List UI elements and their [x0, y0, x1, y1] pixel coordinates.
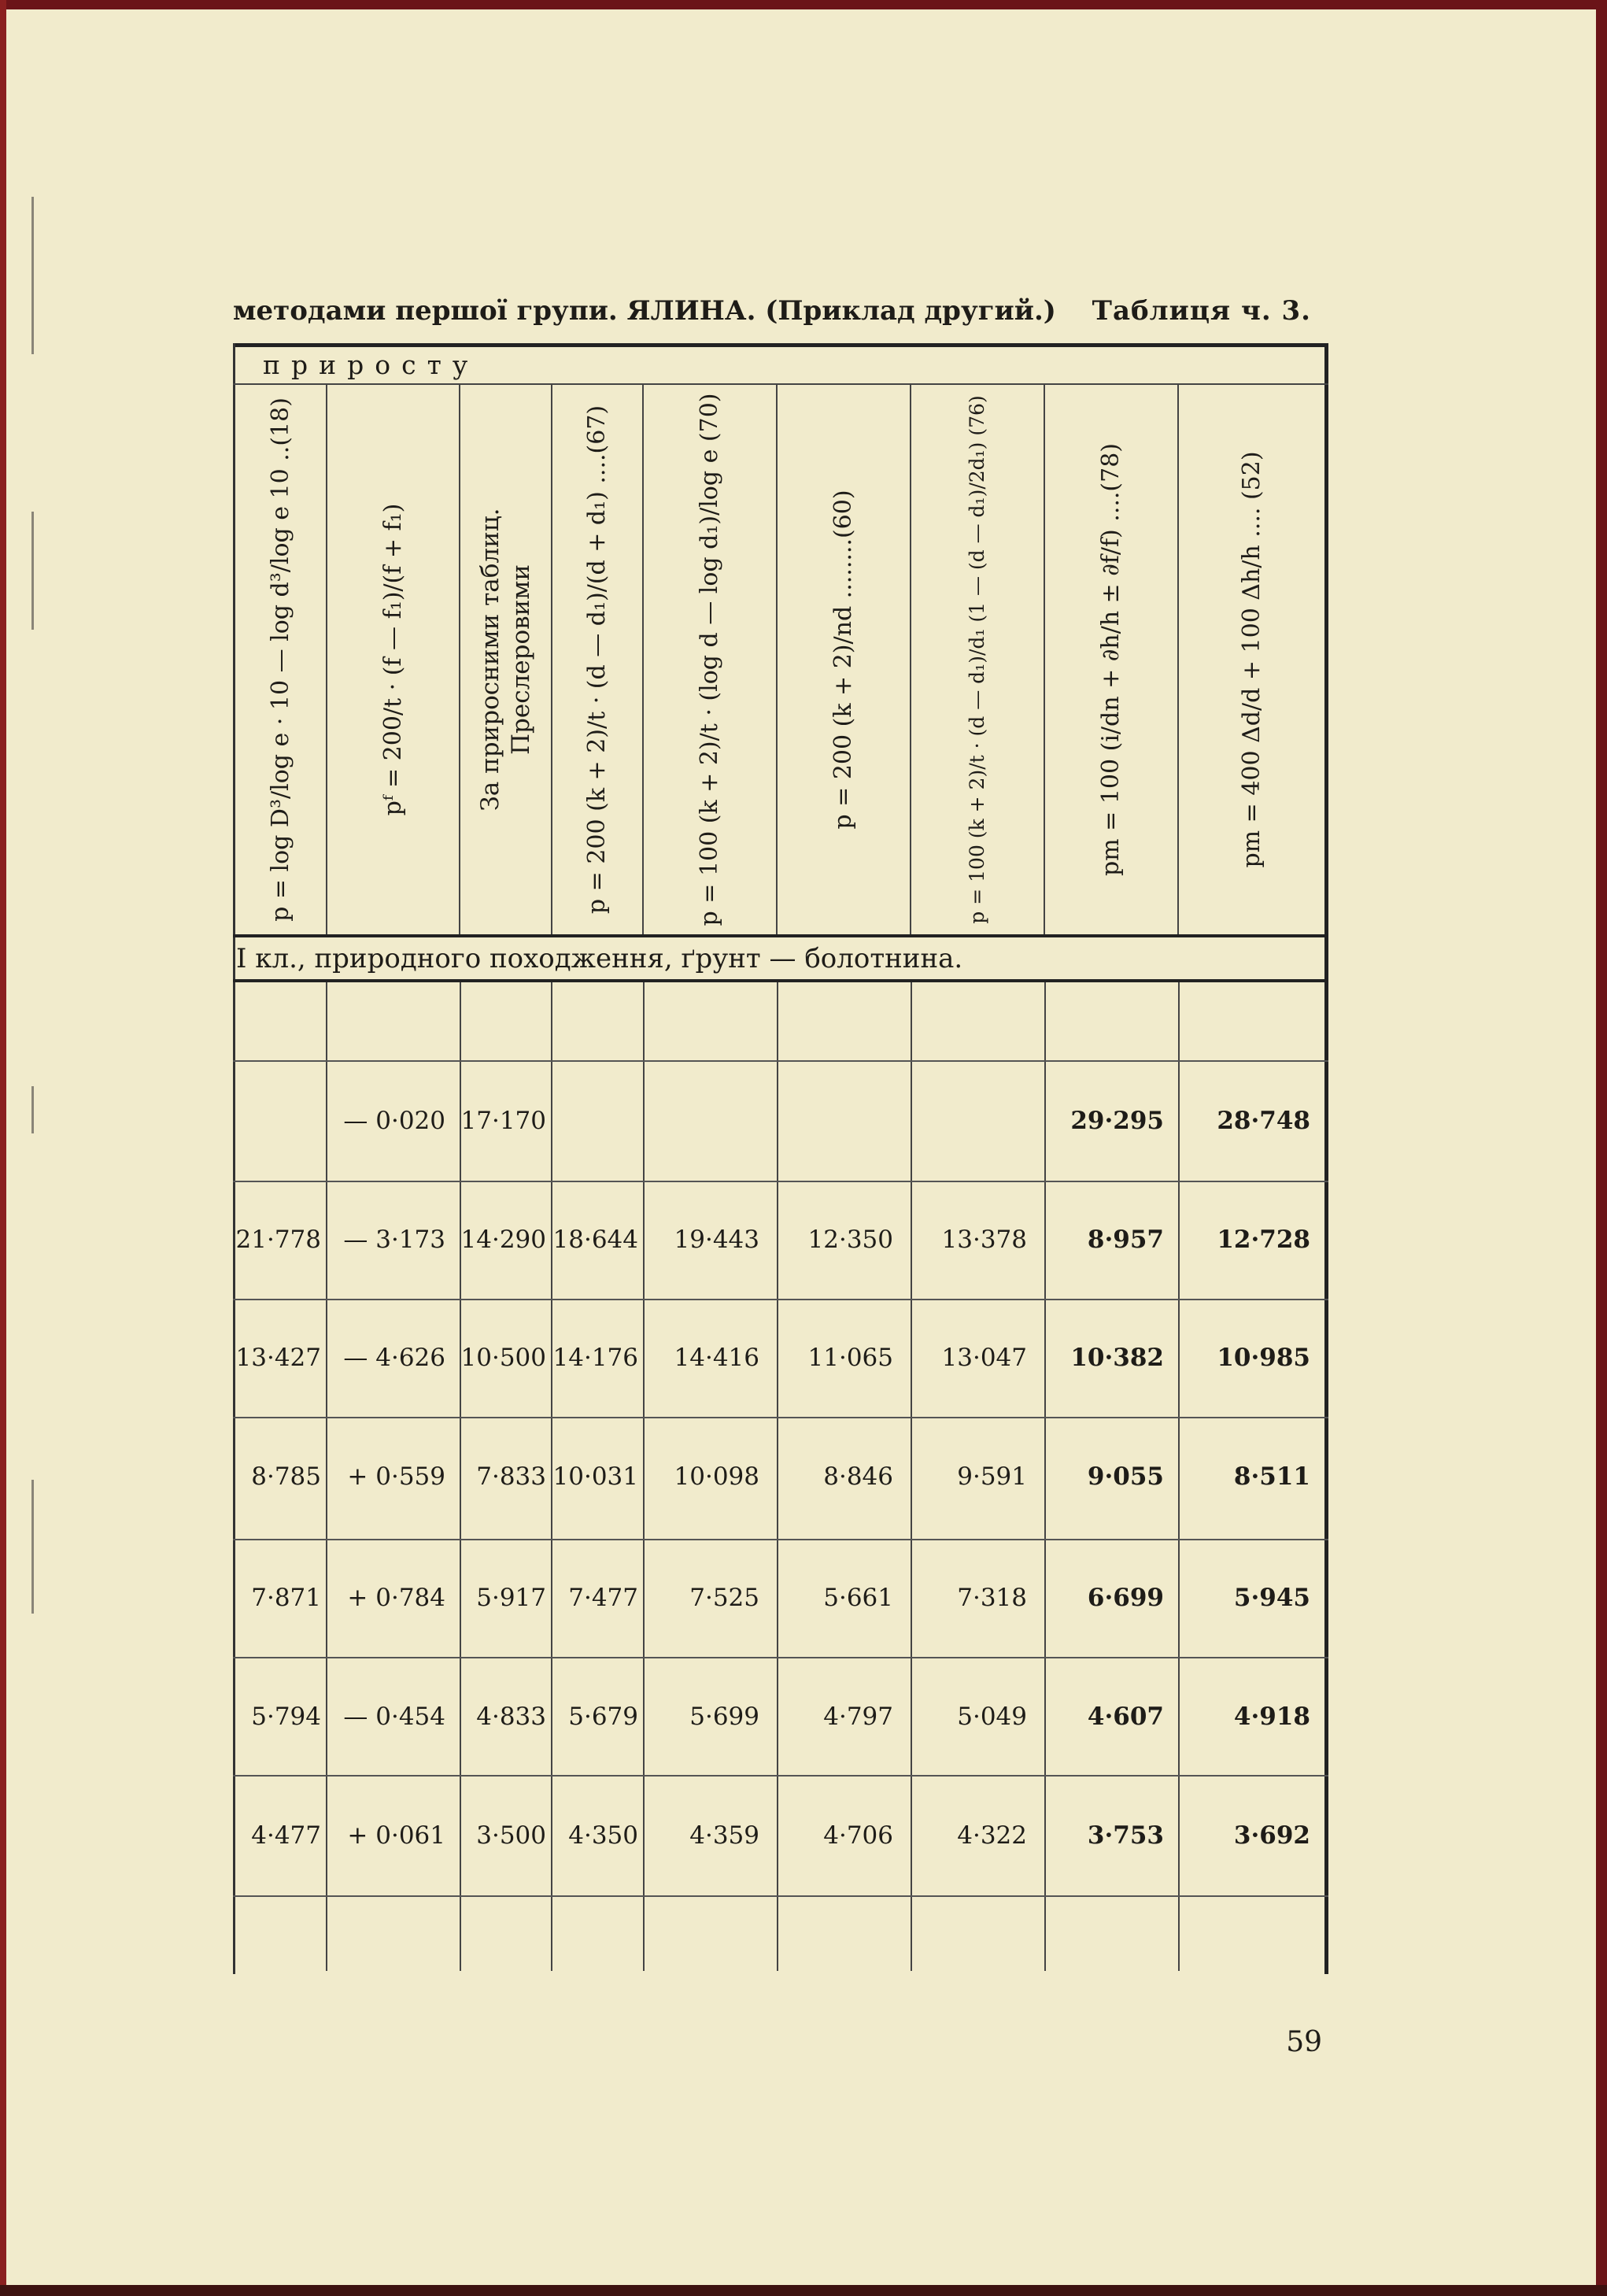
formula-col-2 [327, 385, 460, 934]
table-cell: 29·295 [1070, 1107, 1164, 1135]
header-right: Таблиця ч. 3. [1092, 295, 1311, 327]
table-cell: 5·917 [476, 1584, 546, 1612]
table-cell: — 4·626 [343, 1344, 445, 1372]
row-divider [233, 1417, 1328, 1418]
formula-col-9 [1179, 385, 1324, 934]
table-cell: 19·443 [674, 1226, 759, 1254]
row-divider [233, 1539, 1328, 1540]
table-cell: 12·350 [807, 1226, 893, 1254]
table-cell: 4·706 [823, 1821, 893, 1850]
row-divider [233, 1060, 1328, 1062]
table-cell: 10·500 [460, 1344, 546, 1372]
table-cell: 8·785 [251, 1462, 321, 1491]
table-cell: 13·427 [235, 1344, 321, 1372]
formula-text: p = 100 (k + 2)/t · (log d — log d₁)/log e (70) [696, 393, 724, 926]
row-divider [233, 1181, 1328, 1182]
formula-text: p = 100 (k + 2)/t · (d — d₁)/d₁ (1 — (d — d₁)/2d₁) (76) [966, 395, 989, 924]
row-divider [233, 1299, 1328, 1300]
formula-text: pᶠ = 200/t · (f — f₁)/(f + f₁) [379, 503, 407, 816]
table-cell: + 0·784 [347, 1584, 445, 1612]
table-cell: — 0·454 [343, 1703, 445, 1731]
table-frame-right [1324, 343, 1328, 1974]
formula-text: pm = 400 Δd/d + 100 Δh/h .... (52) [1237, 451, 1265, 868]
table-cell: 12·728 [1217, 1226, 1310, 1254]
table-cell: 3·500 [476, 1821, 546, 1850]
table-cell: 7·871 [251, 1584, 321, 1612]
table-cell: 4·350 [568, 1821, 638, 1850]
table-cell: 9·055 [1087, 1462, 1164, 1491]
page-edge-bottom [0, 2285, 1607, 2296]
gutter-mark [31, 1086, 34, 1133]
table-cell: 28·748 [1217, 1107, 1310, 1135]
table-cell [235, 1089, 326, 1152]
table-cell: 7·477 [568, 1584, 638, 1612]
table-cell: 3·753 [1087, 1821, 1164, 1850]
table-cell: 4·322 [957, 1821, 1027, 1850]
table-cell: 13·047 [941, 1344, 1027, 1372]
table-cell: 4·918 [1233, 1703, 1310, 1731]
table-cell: — 0·020 [343, 1107, 445, 1135]
table-cell: 5·049 [957, 1703, 1027, 1731]
table-cell [911, 1089, 1044, 1152]
formula-text: p = 200 (k + 2)/t · (d — d₁)/(d + d₁) ....(67) [583, 405, 611, 915]
table-cell: 5·699 [689, 1703, 759, 1731]
table-cell [777, 1089, 911, 1152]
table-cell [551, 1089, 643, 1152]
table-cell: 4·359 [689, 1821, 759, 1850]
header-left: методами першої групи. ЯЛИНА. (Приклад другий.) [233, 295, 1056, 327]
table-cell: 21·778 [235, 1226, 321, 1254]
table-cell: 14·416 [674, 1344, 759, 1372]
gutter-mark [31, 1480, 34, 1614]
table-cell: 6·699 [1087, 1584, 1164, 1612]
table-cell: 8·846 [823, 1462, 893, 1491]
formula-col-1 [235, 385, 327, 934]
table-cell: 5·679 [568, 1703, 638, 1731]
row-divider [233, 1657, 1328, 1658]
row-divider [233, 1775, 1328, 1777]
formula-col-4 [552, 385, 644, 934]
group-header: приросту [263, 349, 479, 380]
formula-text: pm = 100 (i/dn + ∂h/h ± ∂f/f) ....(78) [1097, 442, 1125, 877]
table-cell: 7·525 [689, 1584, 759, 1612]
table-top-rule [233, 343, 1328, 347]
section-title: I кл., природного походження, ґрунт — болотнина. [236, 943, 963, 974]
page-edge-top [0, 0, 1607, 9]
table-cell: 18·644 [552, 1226, 638, 1254]
page-number: 59 [1286, 2026, 1322, 2058]
table-cell: 5·945 [1233, 1584, 1310, 1612]
table-cell: — 3·173 [343, 1226, 445, 1254]
table-cell: 10·382 [1070, 1344, 1164, 1372]
formula-text: p = log D³/log e · 10 — log d³/log e 10 ..(18) [266, 397, 294, 922]
table-cell: 4·477 [251, 1821, 321, 1850]
table-cell: 17·170 [460, 1107, 546, 1135]
table-cell: 5·794 [251, 1703, 321, 1731]
formula-text: p = 200 (k + 2)/nd ........(60) [829, 490, 858, 830]
table-cell: 4·797 [823, 1703, 893, 1731]
table-cell: 10·031 [552, 1462, 638, 1491]
formula-bottom-rule [233, 934, 1328, 937]
table-cell: + 0·061 [347, 1821, 445, 1850]
table-cell [643, 1089, 777, 1152]
table-cell: 10·985 [1217, 1344, 1310, 1372]
formula-col-3 [460, 385, 552, 934]
table-cell: 10·098 [674, 1462, 759, 1491]
table-cell: 4·833 [476, 1703, 546, 1731]
formula-col-5 [644, 385, 778, 934]
table-cell: 8·957 [1087, 1226, 1164, 1254]
table-cell: 5·661 [823, 1584, 893, 1612]
formula-col-8 [1045, 385, 1179, 934]
table-cell: 3·692 [1233, 1821, 1310, 1850]
page-edge-left [0, 0, 6, 2296]
formula-col-7 [911, 385, 1045, 934]
table-cell: 8·511 [1233, 1462, 1310, 1491]
section-bottom-rule [233, 979, 1328, 982]
table-cell: + 0·559 [347, 1462, 445, 1491]
table-cell: 14·176 [552, 1344, 638, 1372]
table-cell: 4·607 [1087, 1703, 1164, 1731]
table-cell: 13·378 [941, 1226, 1027, 1254]
page-edge-right [1596, 0, 1607, 2296]
gutter-mark [31, 197, 34, 354]
table-cell: 7·833 [476, 1462, 546, 1491]
formula-text: За приросними таблиц. Преслеровими [475, 508, 535, 812]
formula-col-6 [778, 385, 911, 934]
table-cell: 11·065 [807, 1344, 893, 1372]
gutter-mark [31, 512, 34, 630]
row-divider [233, 1895, 1328, 1897]
running-header [233, 291, 1311, 331]
table-cell: 14·290 [460, 1226, 546, 1254]
table-cell: 9·591 [957, 1462, 1027, 1491]
table-cell: 7·318 [957, 1584, 1027, 1612]
